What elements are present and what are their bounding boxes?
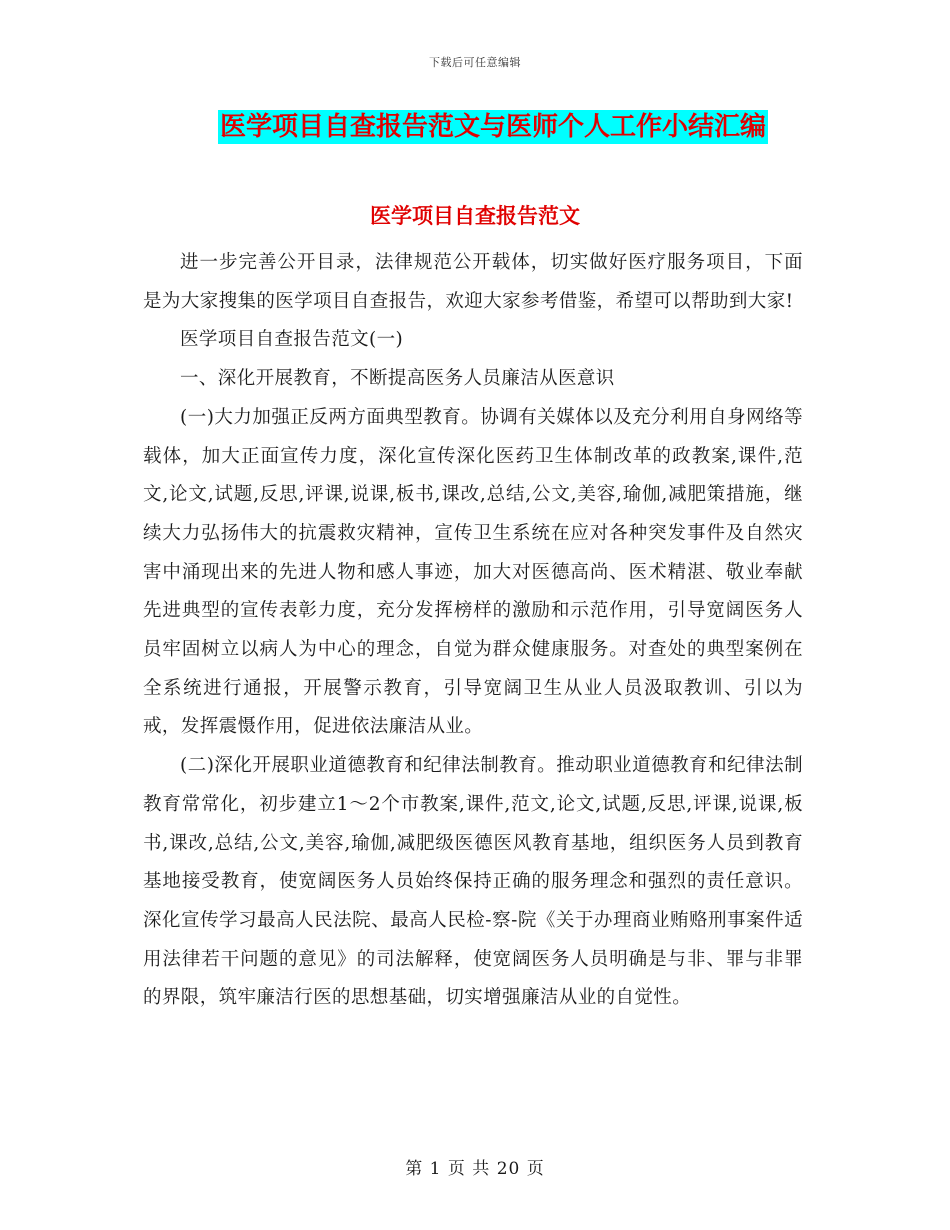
- point-heading: 一、深化开展教育，不断提高医务人员廉洁从医意识: [180, 368, 615, 390]
- intro-paragraph: 进一步完善公开目录，法律规范公开载体，切实做好医疗服务项目，下面是为大家搜集的医学项目自查报告，欢迎大家参考借鉴，希望可以帮助到大家!: [143, 252, 803, 312]
- header-note: 下载后可任意编辑: [429, 56, 521, 69]
- page-number-footer: 第 1 页 共 20 页: [405, 1159, 545, 1179]
- subsection-heading: 医学项目自查报告范文(一): [180, 329, 404, 351]
- body-paragraph: (二)深化开展职业道德教育和纪律法制教育。推动职业道德教育和纪律法制教育常常化，初步建立1～2个市教案,课件,范文,论文,试题,反思,评课,说课,板书,课改,总结,公文,美容,瑜伽,减肥级医德医风教育基地，组织医务人员到教育基地接受教育，使宽阔医务人员始终保持正确的服务理念和强烈的责任意识。深化宣传学习最高人民法院、最高人民检-察-院《关于办理商业贿赂刑事案件适用法律若干问题的意见》的司法解释，使宽阔医务人员明确是与非、罪与非罪的界限，筑牢廉洁行医的思想基础，切实增强廉洁从业的自觉性。: [143, 755, 803, 1009]
- body-paragraph: (一)大力加强正反两方面典型教育。协调有关媒体以及充分利用自身网络等载体，加大正面宣传力度，深化宣传深化医药卫生体制改革的政教案,课件,范文,论文,试题,反思,评课,说课,板书,课改,总结,公文,美容,瑜伽,减肥策措施，继续大力弘扬伟大的抗震救灾精神，宣传卫生系统在应对各种突发事件及自然灾害中涌现出来的先进人物和感人事迹，加大对医德高尚、医术精湛、敬业奉献先进典型的宣传表彰力度，充分发挥榜样的激励和示范作用，引导宽阔医务人员牢固树立以病人为中心的理念，自觉为群众健康服务。对查处的典型案例在全系统进行通报，开展警示教育，引导宽阔卫生从业人员汲取教训、引以为戒，发挥震慑作用，促进依法廉洁从业。: [143, 406, 803, 738]
- document-body: [143, 244, 803, 1018]
- section-title: 医学项目自查报告范文: [370, 204, 580, 228]
- document-title: 医学项目自查报告范文与医师个人工作小结汇编: [220, 112, 767, 142]
